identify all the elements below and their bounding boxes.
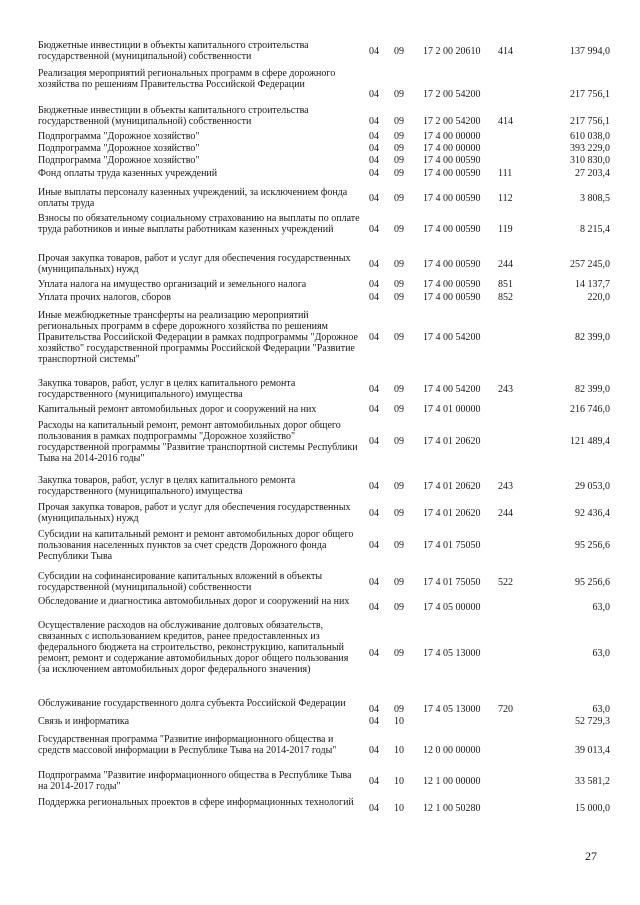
row-name: Подпрограмма "Дорожное хозяйство" [38,143,200,154]
podrazdel-code: 09 [394,540,404,551]
podrazdel-code: 10 [394,776,404,787]
target-article-code: 12 0 00 00000 [423,745,481,756]
amount: 92 436,4 [575,508,610,519]
target-article-code: 17 4 01 20620 [423,436,481,447]
row-name: Обследование и диагностика автомобильных дорог и сооружений на них [38,596,350,607]
podrazdel-code: 09 [394,168,404,179]
razdel-code: 04 [369,384,379,395]
amount: 8 215,4 [580,224,610,235]
target-article-code: 17 4 01 75050 [423,577,481,588]
podrazdel-code: 09 [394,116,404,127]
amount: 14 137,7 [575,279,610,290]
amount: 29 053,0 [575,481,610,492]
podrazdel-code: 09 [394,46,404,57]
target-article-code: 17 4 00 00590 [423,168,481,179]
razdel-code: 04 [369,602,379,613]
podrazdel-code: 09 [394,481,404,492]
row-name: Связь и информатика [38,716,130,727]
podrazdel-code: 09 [394,131,404,142]
amount: 3 808,5 [580,193,610,204]
target-article-code: 17 2 00 20610 [423,46,481,57]
row-name: Осуществление расходов на обслуживание долговых обязательств, связанных с использованием кредитов, ранее предоставленных из федерального бюджета на строительство, реконструкцию, капитальный ремонт, ремонт и содержание автомобильных дорог общего пользования (за исключением автомобильных дорог федерального значения) [38,620,349,675]
razdel-code: 04 [369,745,379,756]
row-name: Прочая закупка товаров, работ и услуг для обеспечения государственных (муниципальных) нужд [38,502,351,524]
razdel-code: 04 [369,292,379,303]
razdel-code: 04 [369,577,379,588]
razdel-code: 04 [369,89,379,100]
amount: 220,0 [587,292,610,303]
amount: 63,0 [592,648,610,659]
razdel-code: 04 [369,193,379,204]
target-article-code: 12 1 00 00000 [423,776,481,787]
target-article-code: 17 4 01 20620 [423,508,481,519]
razdel-code: 04 [369,332,379,343]
row-name: Закупка товаров, работ, услуг в целях капитального ремонта государственного (муниципального) имущества [38,475,296,497]
amount: 82 399,0 [575,332,610,343]
razdel-code: 04 [369,143,379,154]
podrazdel-code: 09 [394,292,404,303]
razdel-code: 04 [369,481,379,492]
row-name: Фонд оплаты труда казенных учреждений [38,168,218,179]
podrazdel-code: 10 [394,803,404,814]
podrazdel-code: 09 [394,602,404,613]
amount: 39 013,4 [575,745,610,756]
expense-type-code: 111 [498,168,513,179]
razdel-code: 04 [369,224,379,235]
amount: 15 000,0 [575,803,610,814]
amount: 217 756,1 [570,89,610,100]
row-name: Иные межбюджетные трансферты на реализацию мероприятий региональных программ в сфере дорожного хозяйства по решениям Правительства Российской Федерации в рамках подпрограммы "Дорожное хозяйство" государственной программы Российской Федерации "Развитие транспортной системы" [38,310,358,365]
podrazdel-code: 09 [394,508,404,519]
podrazdel-code: 09 [394,704,404,715]
razdel-code: 04 [369,648,379,659]
target-article-code: 17 4 00 00000 [423,143,481,154]
target-article-code: 17 4 05 13000 [423,648,481,659]
razdel-code: 04 [369,131,379,142]
podrazdel-code: 09 [394,89,404,100]
amount: 33 581,2 [575,776,610,787]
razdel-code: 04 [369,279,379,290]
row-name: Обслуживание государственного долга субъекта Российской Федерации [38,698,346,709]
row-name: Подпрограмма "Развитие информационного общества в Республике Тыва на 2014-2017 годы" [38,770,352,792]
row-name: Бюджетные инвестиции в объекты капитального строительства государственной (муниципальной) собственности [38,40,309,62]
amount: 95 256,6 [575,577,610,588]
target-article-code: 17 4 00 00590 [423,193,481,204]
expense-type-code: 244 [498,508,513,519]
expense-type-code: 112 [498,193,513,204]
podrazdel-code: 09 [394,259,404,270]
amount: 217 756,1 [570,116,610,127]
target-article-code: 17 4 01 20620 [423,481,481,492]
row-name: Иные выплаты персоналу казенных учреждений, за исключением фонда оплаты труда [38,187,348,209]
target-article-code: 12 1 00 50280 [423,803,481,814]
amount: 257 245,0 [570,259,610,270]
expense-type-code: 522 [498,577,513,588]
podrazdel-code: 09 [394,436,404,447]
amount: 82 399,0 [575,384,610,395]
podrazdel-code: 09 [394,384,404,395]
podrazdel-code: 10 [394,745,404,756]
target-article-code: 17 4 05 00000 [423,602,481,613]
target-article-code: 17 4 00 00590 [423,279,481,290]
podrazdel-code: 09 [394,224,404,235]
row-name: Прочая закупка товаров, работ и услуг для обеспечения государственных (муниципальных) нужд [38,253,351,275]
row-name: Поддержка региональных проектов в сфере информационных технологий [38,797,354,808]
razdel-code: 04 [369,404,379,415]
row-name: Подпрограмма "Дорожное хозяйство" [38,131,200,142]
podrazdel-code: 10 [394,716,404,727]
expense-type-code: 851 [498,279,513,290]
row-name: Подпрограмма "Дорожное хозяйство" [38,155,200,166]
target-article-code: 17 4 00 54200 [423,384,481,395]
podrazdel-code: 09 [394,279,404,290]
expense-type-code: 243 [498,481,513,492]
razdel-code: 04 [369,259,379,270]
row-name: Реализация мероприятий региональных программ в сфере дорожного хозяйства по решениям Правительства Российской Федерации [38,68,336,90]
razdel-code: 04 [369,155,379,166]
expense-type-code: 852 [498,292,513,303]
expense-type-code: 119 [498,224,513,235]
target-article-code: 17 4 00 00000 [423,131,481,142]
razdel-code: 04 [369,46,379,57]
expense-type-code: 414 [498,46,513,57]
row-name: Взносы по обязательному социальному страхованию на выплаты по оплате труда работников и иные выплаты работникам казенных учреждений [38,213,360,235]
row-name: Закупка товаров, работ, услуг в целях капитального ремонта государственного (муниципального) имущества [38,378,296,400]
row-name: Субсидии на капитальный ремонт и ремонт автомобильных дорог общего пользования населенных пунктов за счет средств Дорожного фонда Республики Тыва [38,529,354,562]
target-article-code: 17 4 01 75050 [423,540,481,551]
target-article-code: 17 4 01 00000 [423,404,481,415]
row-name: Капитальный ремонт автомобильных дорог и сооружений на них [38,404,317,415]
target-article-code: 17 4 00 54200 [423,332,481,343]
amount: 393 229,0 [570,143,610,154]
row-name: Расходы на капитальный ремонт, ремонт автомобильных дорог общего пользования в рамках подпрограммы "Дорожное хозяйство" государственной программы "Развитие транспортной системы Республики Тыва на 2014-2016 годы" [38,420,358,464]
podrazdel-code: 09 [394,143,404,154]
target-article-code: 17 4 05 13000 [423,704,481,715]
amount: 52 729,3 [575,716,610,727]
row-name: Бюджетные инвестиции в объекты капитального строительства государственной (муниципальной) собственности [38,105,309,127]
target-article-code: 17 4 00 00590 [423,259,481,270]
expense-type-code: 414 [498,116,513,127]
razdel-code: 04 [369,776,379,787]
expense-type-code: 243 [498,384,513,395]
row-name: Уплата налога на имущество организаций и земельного налога [38,279,307,290]
target-article-code: 17 2 00 54200 [423,116,481,127]
page-number: 27 [585,849,597,863]
razdel-code: 04 [369,540,379,551]
amount: 121 489,4 [570,436,610,447]
podrazdel-code: 09 [394,332,404,343]
expense-type-code: 244 [498,259,513,270]
amount: 63,0 [592,704,610,715]
amount: 610 038,0 [570,131,610,142]
podrazdel-code: 09 [394,193,404,204]
podrazdel-code: 09 [394,577,404,588]
razdel-code: 04 [369,168,379,179]
target-article-code: 17 4 00 00590 [423,155,481,166]
razdel-code: 04 [369,116,379,127]
amount: 137 994,0 [570,46,610,57]
target-article-code: 17 4 00 00590 [423,224,481,235]
razdel-code: 04 [369,508,379,519]
razdel-code: 04 [369,436,379,447]
podrazdel-code: 09 [394,404,404,415]
podrazdel-code: 09 [394,648,404,659]
amount: 216 746,0 [570,404,610,415]
row-name: Уплата прочих налогов, сборов [38,292,171,303]
target-article-code: 17 2 00 54200 [423,89,481,100]
row-name: Субсидии на софинансирование капитальных вложений в объекты государственной (муниципальной) собственности [38,571,323,593]
amount: 63,0 [592,602,610,613]
podrazdel-code: 09 [394,155,404,166]
razdel-code: 04 [369,704,379,715]
amount: 310 830,0 [570,155,610,166]
amount: 95 256,6 [575,540,610,551]
razdel-code: 04 [369,716,379,727]
expense-type-code: 720 [498,704,513,715]
amount: 27 203,4 [575,168,610,179]
row-name: Государственная программа "Развитие информационного общества и средств массовой информации в Республике Тыва на 2014-2017 годы" [38,734,337,756]
target-article-code: 17 4 00 00590 [423,292,481,303]
razdel-code: 04 [369,803,379,814]
